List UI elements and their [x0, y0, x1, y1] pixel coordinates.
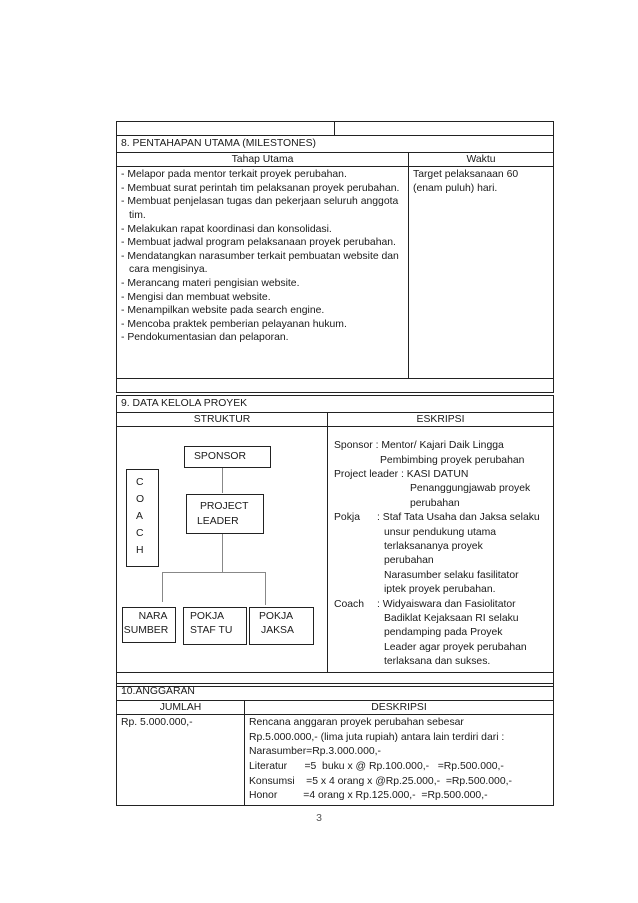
- narasumber-box: NARA SUMBER: [122, 607, 176, 643]
- section-title: 10.ANGGARAN: [117, 684, 554, 701]
- project-leader-desc: Project leader : KASI DATUN: [334, 469, 469, 480]
- list-item: - Mendatangkan narasumber terkait pembuatan website dan cara mengisinya.: [121, 250, 399, 276]
- coach-desc: Coach : Widyaiswara dan Fasiolitator: [334, 598, 516, 610]
- list-item: - Menampilkan website pada search engine.: [121, 305, 325, 317]
- column-header: JUMLAH: [117, 700, 245, 715]
- milestones-list: [121, 168, 404, 345]
- org-chart-cell: [117, 427, 328, 673]
- pokja-desc: Pokja : Staf Tata Usaha dan Jaksa selaku: [334, 512, 540, 524]
- waktu-cell: [409, 167, 554, 379]
- sponsor-box: SPONSOR: [184, 446, 271, 468]
- list-item: - Mencoba praktek pemberian pelayanan hukum.: [121, 318, 347, 330]
- sponsor-desc: Sponsor : Mentor/ Kajari Daik Lingga: [334, 440, 504, 452]
- jumlah-cell: [117, 715, 245, 806]
- column-header: DESKRIPSI: [245, 700, 554, 715]
- project-management-table: [116, 395, 554, 687]
- pokja-staf-box: POKJA STAF TU: [183, 607, 247, 645]
- list-item: - Melapor pada mentor terkait proyek perubahan.: [121, 169, 347, 181]
- milestones-list-cell: [117, 167, 409, 379]
- project-leader-box: PROJECT LEADER: [186, 494, 264, 534]
- budget-description-cell: Rencana anggaran proyek perubahan sebesar Rp.5.000.000,- (lima juta rupiah) antara lain terdiri dari : Narasumber=Rp.3.000.000,- Literatur =5 buku x @ Rp.100.000,- =Rp.500.000,- Konsumsi =5 x 4 orang x @Rp.25.000,- =Rp.500.000,- Honor =4 orang x Rp.125.000,- =Rp.500.000,-: [245, 715, 554, 806]
- list-item: - Pendokumentasian dan pelaporan.: [121, 332, 289, 344]
- description-cell: Sponsor : Mentor/ Kajari Daik Lingga Pembimbing proyek perubahan Project leader : KASI DATUN Penanggungjawab proyek perubahan Pokja : Staf Tata Usaha dan Jaksa selaku unsur pendukung utama terlaksananya proyek perubahan Narasumber selaku fasilitator iptek proyek perubahan. Coach : Widyaiswara dan Fasiolitator Badiklat Kejaksaan RI selaku pendamping pada Proyek Leader agar proyek perubahan terlaksana dan sukses.: [328, 427, 554, 673]
- column-header: STRUKTUR: [117, 412, 328, 427]
- section-title: 8. PENTAHAPAN UTAMA (MILESTONES): [117, 136, 554, 153]
- list-item: - Membuat surat perintah tim pelaksanan proyek perubahan.: [121, 182, 400, 194]
- column-header: ESKRIPSI: [328, 412, 554, 427]
- budget-table: [116, 683, 554, 806]
- milestones-table: [116, 135, 554, 393]
- pokja-jaksa-box: POKJA JAKSA: [249, 607, 314, 645]
- project-leader-desc: Penanggungjawab proyek: [410, 483, 531, 495]
- column-header: Tahap Utama: [117, 152, 409, 167]
- connector-line: [222, 467, 223, 493]
- project-leader-desc: perubahan: [410, 497, 460, 509]
- list-item: - Mengisi dan membuat website.: [121, 291, 271, 303]
- column-header: Waktu: [409, 152, 554, 167]
- top-empty-row: [116, 121, 554, 136]
- section-title: 9. DATA KELOLA PROYEK: [117, 396, 554, 413]
- list-item: - Merancang materi pengisian website.: [121, 277, 300, 289]
- coach-box: C O A C H: [126, 469, 159, 567]
- page-number: 3: [316, 812, 322, 824]
- waktu-text: (enam puluh) hari.: [413, 182, 498, 194]
- sponsor-desc: Pembimbing proyek perubahan: [380, 454, 525, 466]
- connector-line: [162, 572, 266, 573]
- connector-line: [162, 572, 163, 602]
- budget-amount: Rp. 5.000.000,-: [121, 717, 193, 729]
- waktu-text: Target pelaksanaan 60: [413, 169, 519, 181]
- list-item: - Membuat jadwal program pelaksanaan proyek perubahan.: [121, 237, 396, 249]
- list-item: - Membuat penjelasan tugas dan pekerjaan seluruh anggota tim.: [121, 196, 399, 221]
- connector-line: [265, 572, 266, 605]
- list-item: - Melakukan rapat koordinasi dan konsolidasi.: [121, 223, 332, 235]
